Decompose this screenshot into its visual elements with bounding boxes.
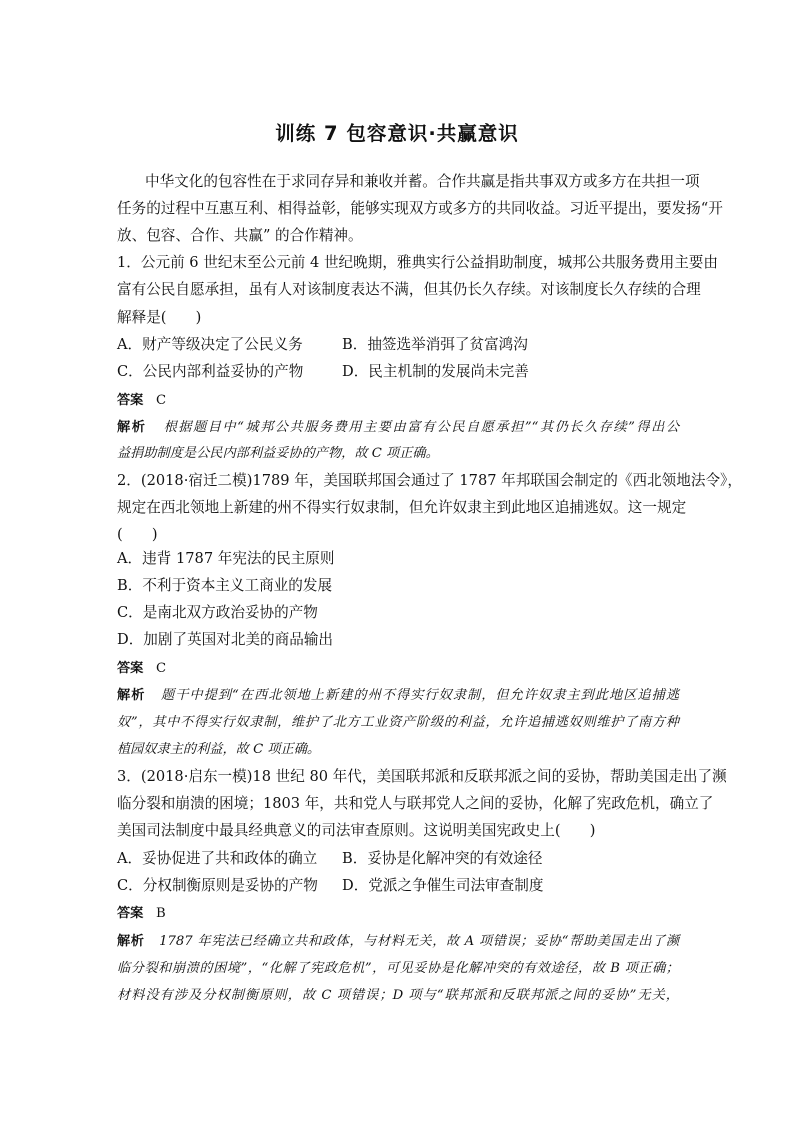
answer-line — [117, 659, 679, 679]
question-stem: 规定在西北领地上新建的州不得实行奴隶制，但允许奴隶主到此地区追捕逃奴。这一规定 — [117, 499, 687, 516]
analysis-line: 益捐助制度是公民内部利益妥协的产物，故 C 项正确。 — [117, 446, 439, 461]
analysis-line — [117, 418, 679, 438]
intro-line: 中华文化的包容性在于求同存异和兼收并蓄。合作共赢是指共事双方或多方在共担一项 — [145, 173, 700, 190]
answer-value: C — [155, 393, 167, 408]
option-a: A．妥协促进了共和政体的确立 — [117, 850, 318, 867]
answer-label: 答案 — [117, 661, 144, 676]
intro-line: 任务的过程中互惠互利、相得益彰，能够实现双方或多方的共同收益。习近平提出，要发扬“开 — [117, 200, 723, 217]
analysis-line: 植园奴隶主的利益，故 C 项正确。 — [117, 742, 321, 757]
analysis-line: 临分裂和崩溃的困境”，“化解了宪政危机”，可见妥协是化解冲突的有效途径，故 B 项正确； — [117, 961, 679, 976]
option-d: D．党派之争催生司法审查制度 — [342, 877, 544, 894]
question-stem: 1．公元前 6 世纪末至公元前 4 世纪晚期，雅典实行公益捐助制度，城邦公共服务费用主要由 — [117, 254, 718, 271]
option-d: D．加剧了英国对北美的商品输出 — [117, 631, 334, 648]
option-b: B．妥协是化解冲突的有效途径 — [342, 850, 543, 867]
analysis-label: 解析 — [117, 420, 147, 435]
analysis-line: 奴”，其中不得实行奴隶制，维护了北方工业资产阶级的利益，允许追捕逃奴则维护了南方种 — [117, 715, 679, 730]
question-stem: 富有公民自愿承担，虽有人对该制度表达不满，但其仍长久存续。对该制度长久存续的合理 — [117, 281, 701, 298]
analysis-line — [117, 932, 679, 952]
option-a: A．财产等级决定了公民义务 — [117, 336, 303, 353]
page-title: 训练 7 包容意识·共赢意识 — [275, 122, 519, 145]
question-stem: 2．(2018·宿迁二模)1789 年，美国联邦国会通过了 1787 年邦联国会制定的《西北领地法令》， — [117, 472, 742, 489]
answer-value: C — [155, 661, 167, 676]
question-stem: ( ) — [117, 526, 158, 543]
analysis-label: 解析 — [117, 688, 146, 703]
analysis-line: 材料没有涉及分权制衡原则，故 C 项错误；D 项与“联邦派和反联邦派之间的妥协”无关， — [117, 988, 679, 1003]
option-b: B．不利于资本主义工商业的发展 — [117, 577, 333, 594]
analysis-text: 1787 年宪法已经确立共和政体，与材料无关，故 A 项错误；妥协“帮助美国走出了濒 — [159, 934, 680, 949]
question-stem: 3．(2018·启东一模)18 世纪 80 年代，美国联邦派和反联邦派之间的妥协，帮助美国走出了濒 — [117, 768, 727, 785]
analysis-text: 根据题目中“城邦公共服务费用主要由富有公民自愿承担”“其仍长久存续”得出公 — [163, 420, 680, 435]
question-stem: 临分裂和崩溃的困境；1803 年，共和党人与联邦党人之间的妥协，化解了宪政危机，确立了 — [117, 795, 714, 812]
analysis-text: 题干中提到“在西北领地上新建的州不得实行奴隶制，但允许奴隶主到此地区追捕逃 — [161, 688, 679, 703]
analysis-label: 解析 — [117, 934, 145, 949]
option-d: D．民主机制的发展尚未完善 — [342, 363, 529, 380]
answer-line — [117, 904, 679, 924]
option-b: B．抽签选举消弭了贫富鸿沟 — [342, 336, 528, 353]
question-stem: 美国司法制度中最具经典意义的司法审查原则。这说明美国宪政史上( ) — [117, 822, 596, 839]
answer-line — [117, 391, 679, 411]
intro-line: 放、包容、合作、共赢” 的合作精神。 — [117, 227, 363, 244]
option-c: C．是南北双方政治妥协的产物 — [117, 604, 318, 621]
answer-label: 答案 — [117, 393, 144, 408]
answer-label: 答案 — [117, 906, 144, 921]
answer-value: B — [155, 906, 166, 921]
question-stem: 解释是( ) — [117, 309, 202, 326]
option-c: C．公民内部利益妥协的产物 — [117, 363, 304, 380]
option-a: A．违背 1787 年宪法的民主原则 — [117, 550, 335, 567]
option-c: C．分权制衡原则是妥协的产物 — [117, 877, 318, 894]
analysis-line — [117, 686, 679, 706]
